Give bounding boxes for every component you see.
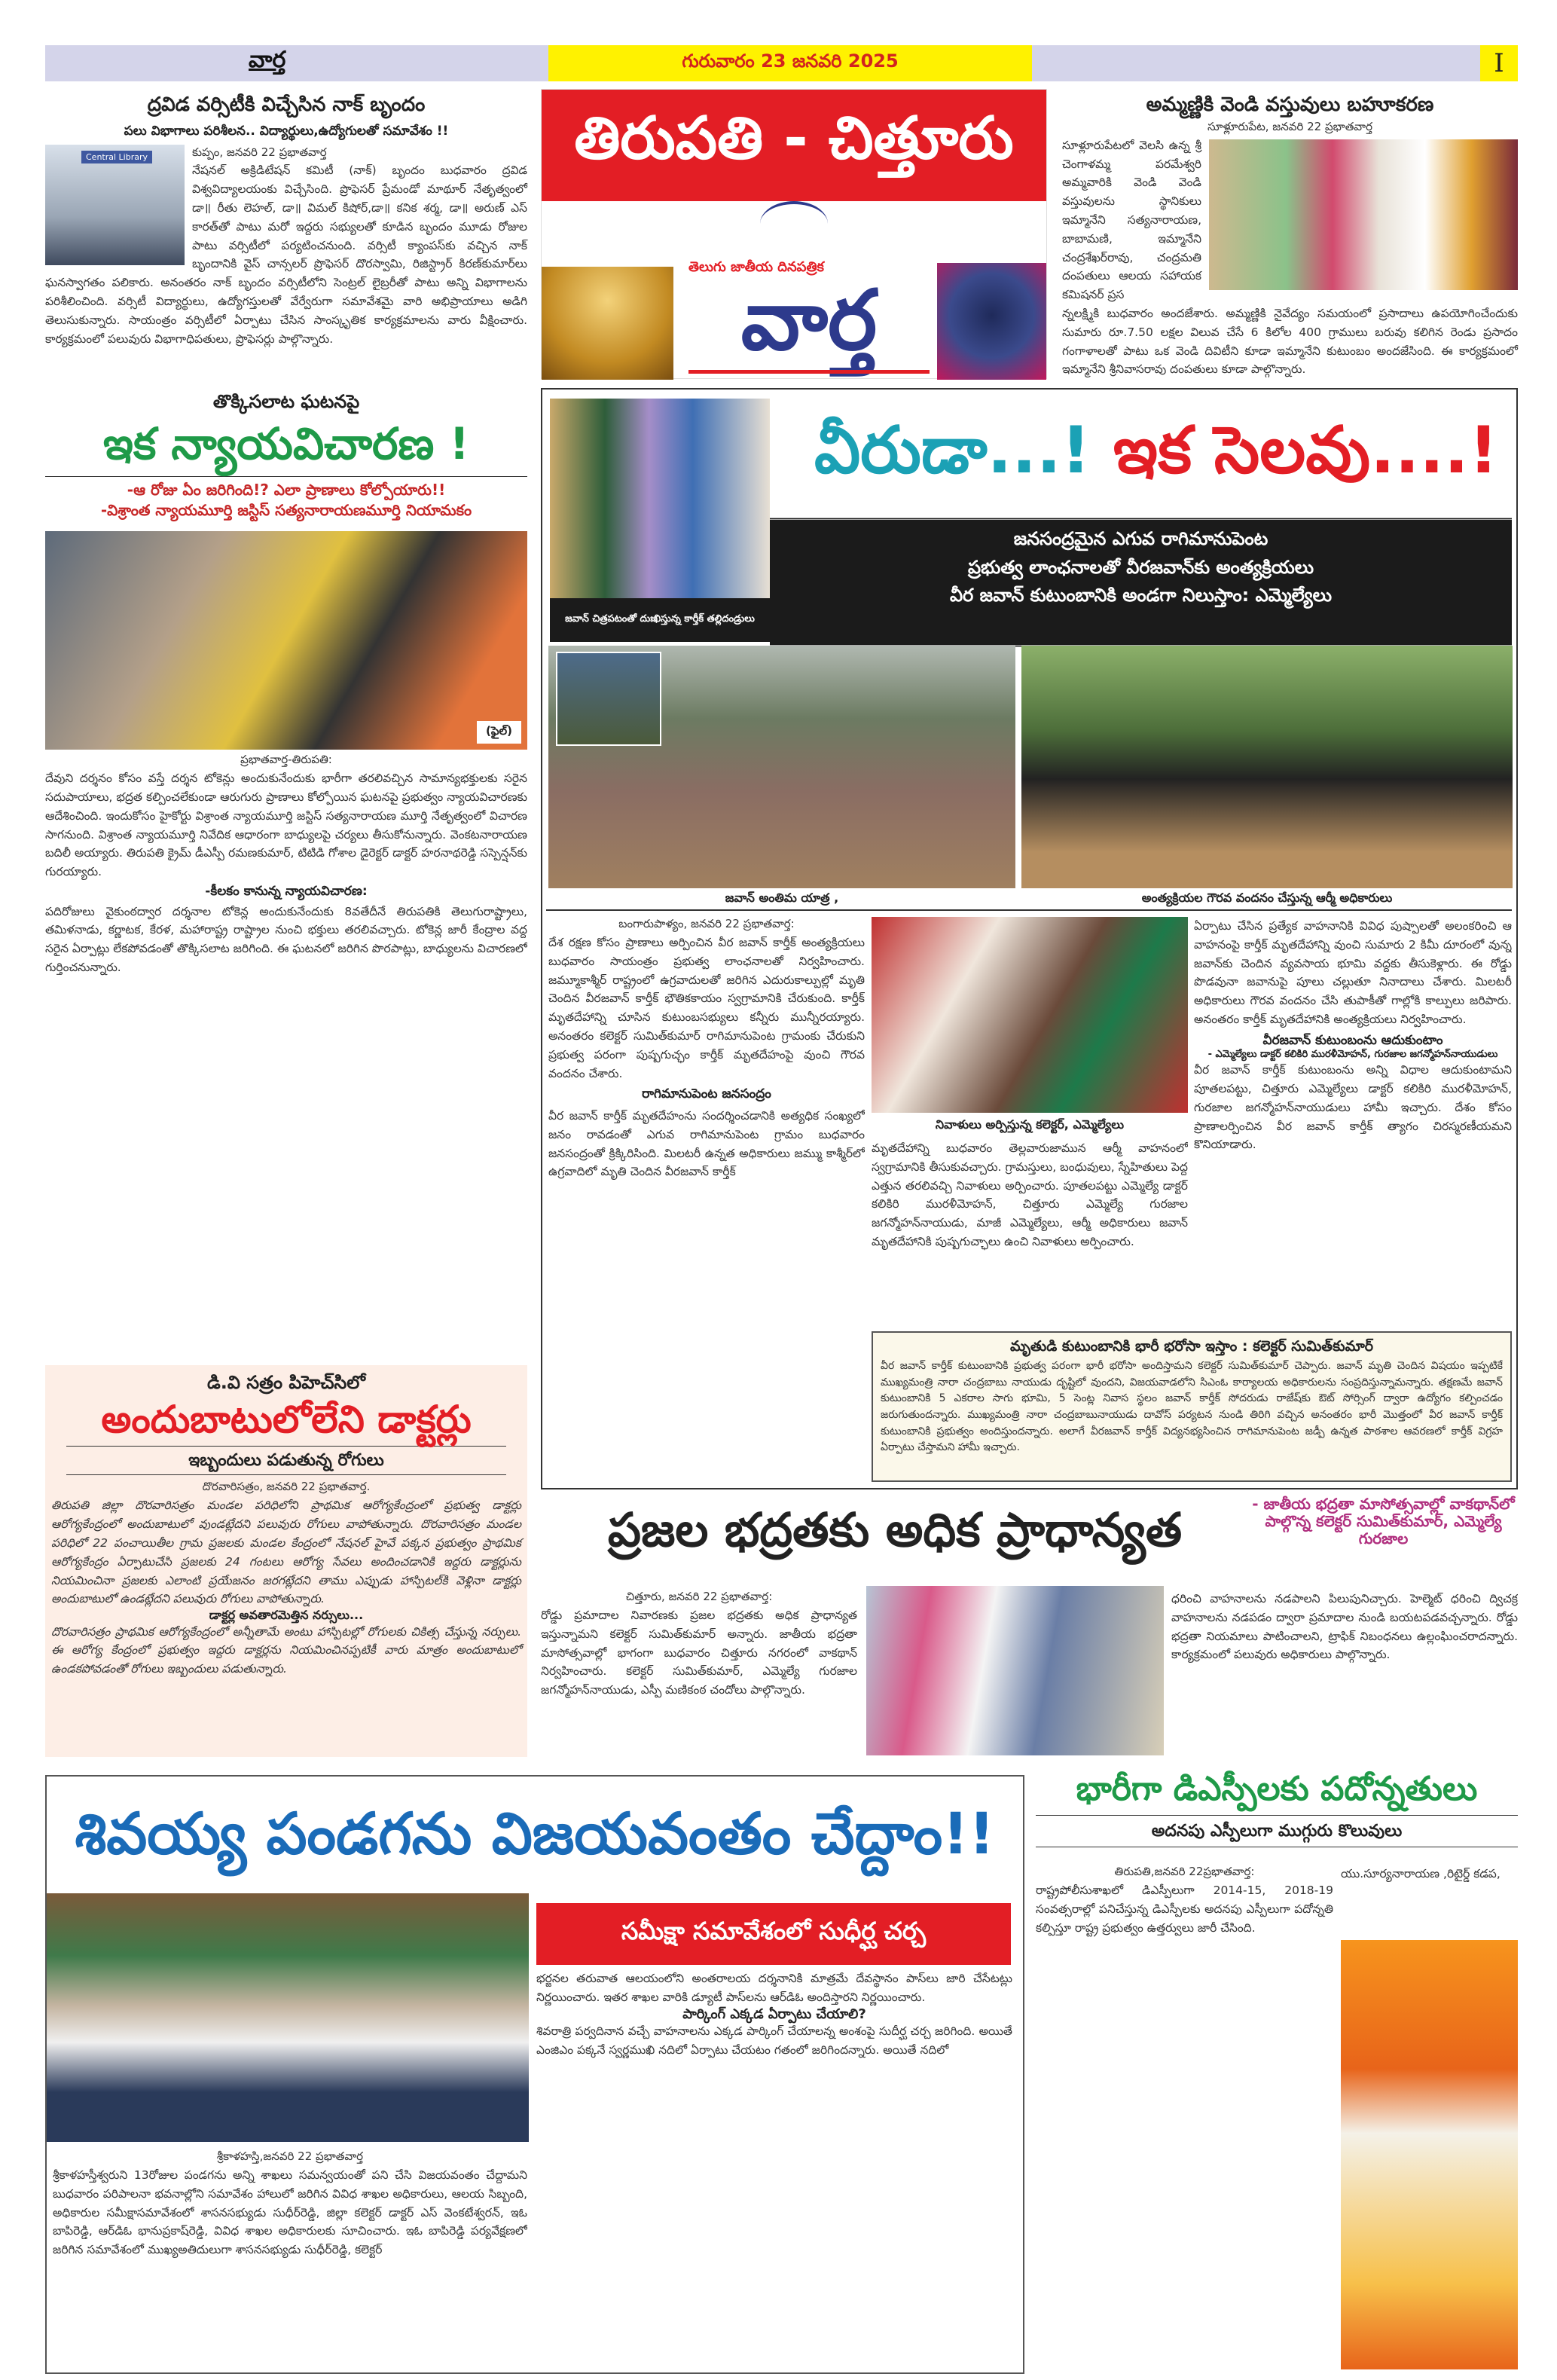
deck-line-3: వీర జవాన్ కుటుంబానికి అండగా నిలుస్తాం: ఎమ్మెల్యేలు bbox=[949, 585, 1332, 606]
salute-caption: అంత్యక్రియల గౌరవ వందనం చేస్తున్న ఆర్మీ అధికారులు bbox=[1141, 891, 1393, 905]
article-body: రోడ్డు ప్రమాదాల నివారణకు ప్రజల భద్రతకు అధిక ప్రాధాన్యత ఇస్తున్నామని కలెక్టర్ సుమిత్‌కుమార్ అన్నారు. జాతీయ భద్రతా మాసోత్సవాల్లో భాగంగా బుధవారం చిత్తూరు నగరంలో వాకథాన్ నిర్వహించారు. కలెక్టర్ సుమిత్‌కుమార్, ఎమ్మెల్యే గురజాల జగన్మోహన్‌నాయుడు, ఎస్పీ మణికంఠ చందోలు పాల్గొన్నారు. bbox=[541, 1609, 857, 1697]
jawan-portrait-inset bbox=[556, 652, 661, 746]
safety-col-1 bbox=[541, 1590, 857, 1755]
article-body-2: ధరించి వాహనాలను నడపాలని పిలుపునిచ్చారు. హెల్మెట్ ధరించి ద్విచక్ర వాహనాలను నడపడం ద్వారా ప్రమాదాల నుండి బయటపడవచ్చన్నారు. రోడ్డు భద్రతా నియమాలు పాటించాలని, ట్రాఫిక్ నిబంధనలు ఉల్లంఘించరాదన్నారు. కార్యక్రమంలో పలువురు అధికారులు పాల్గొన్నారు. bbox=[1171, 1592, 1518, 1662]
parents-photo bbox=[550, 399, 770, 598]
headline-part-a: వీరుడా...! bbox=[814, 413, 1091, 488]
article-body: నేషనల్ అక్రిడిటేషన్ కమిటీ (నాక్) బృందం బుధవారం ద్రవిడ విశ్వవిద్యాలయంకు విచ్చేసింది. ప్రొఫెసర్ ప్రేమండో మాథూర్ నేతృత్వంలో డా॥ రీతు లెహల్, డా॥ విమల్ కిషోర్,డా॥ కనిక శర్మ, డా॥ అరుణ్ ఎస్ కారత్‌తో పాటు మరో ఇద్దరు సభ్యులతో కూడిన బృందం మూడు రోజుల పాటు వర్సిటీలో పర్యటించనుంది. వర్సిటీ క్యాంపస్‌కు వచ్చిన నాక్ బృందానికి వైస్ చాన్సలర్ ప్రొఫెసర్ దొరస్వామి, రిజిస్ట్రార్ కిరణ్‌కుమార్‌లు ఘనస్వాగతం పలికారు. అనంతరం నాక్ బృందం వర్సిటీలోని సెంట్రల్ లైబ్రరీతో పాటు అన్ని విభాగాలను పరిశీలించింది. వర్సిటీ విద్యార్థులు, ఉద్యోగస్తులతో వేర్వేరుగా సమావేశమై వారి అభిప్రాయాలు అడిగి తెలుసుకున్నారు. సాయంత్రం వర్సిటీలో ఏర్పాటు చేసిన సాంస్కృతిక కార్యక్రమాలను వారు వీక్షించారు. కార్యక్రమంలో పలువురు విభాగాధిపతులు, ప్రొఫెసర్లు పాల్గొన్నారు. bbox=[45, 163, 527, 346]
article-body: రాష్ట్రపోలీసుశాఖలో డిఎస్పీలుగా 2014-15, 2018-19 సంవత్సరాల్లో పనిచేస్తున్న డిఎస్పీలకు అదనపు ఎస్పీలుగా పదోన్నతి కల్పిస్తూ రాష్ట్ర ప్రభుత్వం ఉత్తర్వులు జారీ చేసింది. bbox=[1036, 1884, 1333, 1935]
subhead: -కీలకం కానున్న న్యాయవిచారణ: bbox=[205, 884, 368, 900]
article-body-2: పదిరోజులు వైకుంఠద్వార దర్శనాల టోకెన్ల అందుకునేందుకు 8వతేదీనే తిరుపతికి తెలుగురాష్ట్రాలు, తమిళనాడు, కర్ణాటక, కేరళ, మహారాష్ట్ర రాష్ట్రాల నుంచి భక్తులు తరలివచ్చారు. టోకెన్ల జారీ కేంద్రాల వద్ద సరైన ఏర్పాట్లు లేకపోవడంతో తొక్కిసలాట జరిగింది. ఈ ఘటనలో జరిగిన పొరపాట్లు, బాధ్యులను విచారణలో గుర్తించనున్నారు. bbox=[45, 904, 527, 974]
temple-image bbox=[542, 267, 673, 380]
article-body: దేవుని దర్శనం కోసం వస్తే దర్శన టోకెన్లు అందుకునేందుకు భారీగా తరలివచ్చిన సామాన్యభక్తులకు సరైన సదుపాయాలు, భద్రత కల్పించలేకుండా ఆరుగురు ప్రాణాలు కోల్పోయిన ఘటనపై ప్రభుత్వం న్యాయవిచారణకు ఆదేశించింది. ఇందుకోసం హైకోర్టు విశ్రాంత న్యాయమూర్తి జస్టిస్ సత్యనారాయణ మూర్తి నేతృత్వంలో విచారణ సాగనుంది. విశ్రాంత న్యాయమూర్తి నివేదిక ఆధారంగా బాధ్యులపై చర్యలు తీసుకోనున్నారు. వెంకటనారాయణ బదిలీ అయ్యారు. తిరుపతి క్రైమ్ డీఎస్పీ రమణకుమార్, టిటిడి గోశాల డైరెక్టర్ డాక్టర్ హరనాథరెడ్డి సస్పెన్షన్‌కు గురయ్యారు. bbox=[45, 771, 527, 879]
subheadline: అదనపు ఎస్పీలుగా ముగ్గురు కొలువులు bbox=[1151, 1821, 1403, 1841]
library-photo bbox=[45, 145, 185, 265]
dsp-col-1 bbox=[1036, 1865, 1333, 1937]
column-3-body-2: వీర జవాన్ కార్తీక్ కుటుంబంను అన్ని విధాల ఆదుకుంటామని పూతలపట్టు, చిత్తూరు ఎమ్మెల్యేలు డాక్టర్ కలికిరి మురళీమోహన్, గురజాల జగన్మోహన్‌నాయుడులు హామీ ఇచ్చారు. దేశం కోసం ప్రాణాలర్పించిన వీర జవాన్ కార్తీక్ త్యాగం చిరస్మరణీయమని కొనియాడారు. bbox=[1194, 1063, 1512, 1152]
article-body-right-2: శివరాత్రి పర్వదినాన వచ్చే వాహనాలను ఎక్కడ పార్కింగ్ చేయాలన్న అంశంపై సుదీర్ఘ చర్చ జరిగింది. అయితే ఎంజిఎం పక్కనే స్వర్ణముఖి నదిలో ఏర్పాటు చేయటం గతంలో జరిగిందన్నారు. అయితే నదిలో bbox=[536, 2024, 1012, 2058]
subhead: డాక్టర్ల అవతారమెత్తిన నర్సులు... bbox=[209, 1608, 364, 1623]
divider bbox=[1036, 1815, 1518, 1816]
subheadline: పలు విభాగాలు పరిశీలన.. విద్యార్థులు,ఉద్యోగులతో సమావేశం !! bbox=[124, 123, 449, 139]
article-body-right: భర్జనల తరువాత ఆలయంలోని అంతరాలయ దర్శనానికి మాత్రమే దేవస్థానం పాస్‌లు జారి చేసేటట్లు నిర్ణయించారు. ఇతర శాఖల వారికి డ్యూటీ పాస్‌లను ఆర్‌డిఓ అందిస్తారని నిర్ణయించారు. bbox=[536, 1972, 1012, 2004]
box-title: మృతుడి కుటుంబానికి భారీ భరోసా ఇస్తాం : కలెక్టర్ సుమిత్‌కుమార్ bbox=[1009, 1338, 1374, 1355]
issue-date: గురువారం 23 జనవరి 2025 bbox=[548, 45, 1032, 81]
masthead-tagline: తెలుగు జాతీయ దినపత్రిక bbox=[688, 259, 824, 275]
subheadline: ఇబ్బందులు పడుతున్న రోగులు bbox=[188, 1451, 384, 1471]
logo-underline bbox=[688, 370, 930, 374]
collector-box bbox=[872, 1331, 1512, 1482]
headline: ఇక న్యాయవిచారణ ! bbox=[102, 417, 469, 469]
subhead: రాగిమానుపెంట జనసంద్రం bbox=[642, 1086, 771, 1102]
subhead-2: - ఎమ్మెల్యేలు డాక్టర్ కలికిరి మురళీమోహన్, గురజాల జగన్మోహన్‌నాయుడులు bbox=[1207, 1049, 1498, 1061]
box-body: వీర జవాన్ కార్తీక్ కుటుంబానికి ప్రభుత్వ పరంగా భారీ భరోసా అందిస్తామని కలెక్టర్ సుమిత్‌కుమార్ చెప్పారు. జవాన్ మృతి చెందిన విషయం ఇప్పటికే ముఖ్యమంత్రి నారా చంద్రబాబు నాయుడు దృష్టిలో వుందని, విజయవాడలోని సిఎంఓ కార్యాలయ అధికారులను సంప్రదిస్తున్నామన్నారు. తక్షణమే జవాన్ కుటుంబానికి 5 ఎకరాల సాగు భూమి, 5 సెంట్ల నివాస స్థలం జవాన్ కార్తీక్ సోదరుడు రాజేష్‌కు ఔట్ సోర్సింగ్ ద్వారా ఉద్యోగం కల్పించడం జరుగుతుందన్నారు. ముఖ్యమంత్రి నారా చంద్రబాబునాయుడు దావోస్ పర్యటన నుండి తిరిగి వచ్చిన అనంతరం భారీ మొత్తంలో వీర జవాన్ కార్తీక్ కుటుంబానికి ప్రభుత్వం అందిస్తుందన్నారు. అలాగే వీరజవాన్ కార్తీక్ విద్యనభ్యసించిన రాగిమానుపెంట జడ్పీ ఉన్నత పాఠశాల ఆవరణలో కార్తీక్ విగ్రహ ఏర్పాటు చేస్తామని హామీ ఇచ్చారు. bbox=[881, 1359, 1503, 1454]
divider bbox=[546, 909, 1512, 911]
divider bbox=[66, 1474, 506, 1475]
column-3-body: ఏర్పాటు చేసిన ప్రత్యేక వాహనానికి వివిధ పుష్పాలతో అలంకరించి ఆ వాహనంపై కార్తీక్ మృతదేహాన్ని వుంచి సుమారు 2 కిమీ దూరంలో వున్న జవాన్‌కు చెందిన వ్యవసాయ భూమి వద్దకు తీసుకెళ్లారు. ఈ రోడ్డు పొడవునా జవానుపై పూలు చల్లుతూ నినాదాలు చేశారు. మిలటరీ అధికారులు గౌరవ వందనం చేసి తుపాకీతో గాల్లోకి కాల్పులు జరిపారు. అనంతరం కార్తీక్ మృతదేహానికి అంత్యక్రియలు నిర్వహించారు. bbox=[1194, 919, 1512, 1026]
page-number: I bbox=[1480, 45, 1518, 81]
meeting-photo bbox=[47, 1893, 529, 2142]
red-title: సమీక్షా సమావేశంలో సుధీర్ఘ చర్చ bbox=[621, 1917, 927, 1945]
header-logo: వార్త bbox=[249, 47, 286, 73]
headline: అందుబాటులోలేని డాక్టర్లు bbox=[101, 1397, 472, 1441]
headline-part-b: ఇక సెలవు....! bbox=[1113, 413, 1498, 488]
naac-article bbox=[45, 94, 527, 348]
headline: ద్రవిడ వర్సిటీకి విచ్చేసిన నాక్ బృందం bbox=[147, 93, 426, 116]
photo-tag: (ఫైల్) bbox=[477, 721, 521, 744]
article-body: శ్రీకాళహస్తీశ్వరుని 13రోజుల పండగను అన్ని శాఖలు సమన్వయంతో పని చేసి విజయవంతం చేద్దామని బుధవారం పరిపాలనా భవనాల్లోని సమావేశం హాలులో జరిగిన వివిధ శాఖల అధికారులు, ఆలయ సిబ్బంది, అధికారుల సమీక్షాసమావేశంలో శాసనసభ్యుడు సుధీర్‌రెడ్డి, జిల్లా కలెక్టర్ డాక్టర్ ఎస్ వెంకటేశ్వరన్, ఇఓ బాపిరెడ్డి, ఆర్‌డిఓ భానుప్రకాష్‌రెడ్డి, వివిధ శాఖల అధికారులకు సూచించారు. ఇఓ బాపిరెడ్డి పర్యవేక్షణలో జరిగిన సమావేశంలో ముఖ్యఅతిదులుగా శాసనసభ్యుడు సుధీర్‌రెడ్డి, కలెక్టర్ bbox=[53, 2168, 527, 2257]
dateline: సూళ్లూరుపేట, జనవరి 22 ప్రభాతవార్త bbox=[1207, 119, 1373, 133]
dateline: దొరవారిసత్రం, జనవరి 22 ప్రభాతవార్త. bbox=[202, 1480, 371, 1494]
divider bbox=[45, 476, 527, 477]
subhead: పార్కింగ్ ఎక్కడ ఏర్పాటు చేయాలి? bbox=[682, 2006, 866, 2022]
safety-article bbox=[541, 1496, 1518, 1759]
column-3 bbox=[1194, 917, 1512, 1324]
article-body-side: సూళ్లూరుపేటలో వెలసి ఉన్న శ్రీ చెంగాళమ్మ పరమేశ్వరి అమ్మవారికి వెండి వెండి వస్తువులను స్థానికులు ఇమ్మానేని సత్యనారాయణ, బాబామణి, ఇమ్మానేని చంద్రశేఖర్‌రావు, చంద్రమతి దంపతులు ఆలయ సహాయక కమిషనర్ ప్రస bbox=[1062, 138, 1201, 302]
subheadline-1: -ఆ రోజు ఏం జరిగింది!? ఎలా ప్రాణాలు కోల్పోయారు!! bbox=[127, 481, 446, 500]
region-banner: తిరుపతి - చిత్తూరు bbox=[542, 90, 1046, 201]
deck-box bbox=[770, 518, 1512, 647]
deck-line-2: ప్రభుత్వ లాంఛనాలతో వీరజవాన్‌కు అంత్యక్రియలు bbox=[967, 556, 1314, 578]
column-2 bbox=[872, 917, 1188, 1324]
advertisement-poster bbox=[1341, 1940, 1518, 2369]
dove-icon bbox=[760, 201, 828, 246]
divider bbox=[66, 1446, 506, 1447]
headline: భారీగా డిఎస్పీలకు పదోన్నతులు bbox=[1076, 1770, 1478, 1808]
dateline: కుప్పం, జనవరి 22 ప్రభాతవార్త bbox=[192, 145, 327, 160]
procession-photo bbox=[548, 646, 1015, 888]
column-1-body-2: వీర జవాన్ కార్తీక్ మృతదేహంను సందర్శించడానికి అత్యధిక సంఖ్యలో జనం రావడంతో ఎగువ రాగిమానుపెంట గ్రామం బుధవారం జనసంద్రంతో క్రిక్కిరిసింది. మిలటరీ ఉన్నత అధికారులు జమ్ము కాశ్మీర్‌లో ఉగ్రవాదిలో మృతి చెందిన వీరజవాన్ కార్తీక్ bbox=[548, 1108, 865, 1179]
headline: అమ్మణ్ణికి వెండి వస్తువులు బహూకరణ bbox=[1146, 93, 1434, 116]
masthead bbox=[541, 89, 1047, 379]
article-body-2: యు.సూర్యనారాయణ ,రిటైర్డ్ కడప, bbox=[1341, 1867, 1501, 1880]
article-body: తిరుపతి జిల్లా దొరవారిసత్రం మండల పరిధిలోని ప్రాథమిక ఆరోగ్యకేంద్రంలో ప్రభుత్వ డాక్టర్లు ఆరోగ్యకేంద్రంలో అందుబాటులో వుండట్లేదని పలువురు రోగులు వాపోతున్నారు. దొరవారిసత్రం మండల పరిధిలో 22 పంచాయితీల గ్రామ ప్రజలకు మండల కేంద్రంలో నేషనల్ హైవే పక్కన ప్రభుత్వం ప్రాథమిక ఆరోగ్యకేంద్రం ఏర్పాటుచేసి ప్రజలకు 24 గంటలు ఆరోగ్య సేవలు అందించడానికి ఇద్దరు డాక్టర్లును నియమించినా ప్రజలకు ఎలాంటి ప్రయేజనం జరగట్లేదని తాము ఎప్పుడు హాస్పిటల్‌కి వెళ్లినా డాక్టర్లు అందుబాటులో ఉండట్లేదని పలువురు రోగులు వాపోతున్నారు. bbox=[51, 1499, 521, 1606]
headline: ప్రజల భద్రతకు అధిక ప్రాధాన్యత bbox=[607, 1502, 1183, 1557]
column-1-body: దేశ రక్షణ కోసం ప్రాణాలు అర్పించిన వీర జవాన్ కార్తీక్ అంత్యక్రియలు బుధవారం సాయంత్రం ప్రభుత్వ లాంఛనాలతో నిర్వహించారు. జమ్మూకాశ్మీర్ రాష్ట్రంలో ఉగ్రవాదులతో జరిగిన ఎదురుకాల్పుల్లో మృతి చెందిన వీరజవాన్ కార్తీక్ భౌతికకాయం స్వగ్రామానికి చేరుకుంది. కార్తీక్ మృతదేహాన్ని చూసిన కుటుంబసభ్యులు కన్నీరు మున్నీరయ్యారు. అనంతరం కలెక్టర్ సుమిత్‌కుమార్ రాగిమానుపెంట గ్రామంకు చేరుకుని ప్రభుత్వ పరంగా పుష్పగుచ్ఛం కార్తీక్ మృతదేహంపై వుంచి గౌరవ వందనం చేశారు. bbox=[548, 936, 865, 1080]
festival-left-col bbox=[53, 2149, 527, 2372]
walkathon-photo bbox=[866, 1586, 1164, 1755]
article-body-2: దొరవారిసత్రం ప్రాథమిక ఆరోగ్యకేంద్రంలో అన్నీతామే అంటు హాస్పిటల్లో రోగులకు చికిత్స చేస్తున్న నర్సులు. ఈ ఆరోగ్య కేంద్రంలో ప్రభుత్వం ఇద్దరు డాక్టర్లను నియమించినప్పటికీ వారు మాత్రం అందుబాటులో ఉండకపోవడంతో రోగులు ఇబ్బందులు పడుతున్నారు. bbox=[51, 1624, 521, 1676]
headline bbox=[798, 412, 1514, 490]
photo-sign: Central Library bbox=[81, 151, 152, 163]
jawan-feature bbox=[541, 388, 1518, 1489]
stampede-photo bbox=[45, 531, 527, 750]
tribute-photo bbox=[872, 917, 1188, 1113]
dateline: బంగారుపాళ్యం, జనవరి 22 ప్రభాతవార్త: bbox=[618, 917, 795, 930]
subhead: వీరజవాన్ కుటుంబంను ఆదుకుంటాం bbox=[1262, 1032, 1443, 1048]
army-salute-photo bbox=[1021, 646, 1513, 888]
headline: శివయ్య పండగను విజయవంతం చేద్దాం!! bbox=[75, 1800, 995, 1867]
donation-photo bbox=[1209, 139, 1518, 290]
subheadline-2: -విశ్రాంత న్యాయమూర్తి జస్టిస్ సత్యనారాయణమూర్తి నియామకం bbox=[100, 501, 472, 520]
dateline: చిత్తూరు, జనవరి 22 ప్రభాతవార్త: bbox=[625, 1590, 773, 1603]
article-body: న్నలక్ష్మికి బుధవారం అందజేశారు. అమ్మణ్ణికి నైవేద్యం సమయంలో ప్రసాదాలు ఉపయోగించేందుకు సుమారు రూ.7.50 లక్షల విలువ చేసే 6 కిలోల 400 గ్రాములు బరువు కలిగిన రెండు ప్రసాదం గంగాళాలతో పాటు ఒక వెండి దివిటీని కూడా ఇమ్మానేని కుటుంబం అందజేసింది. ఈ కార్యక్రమంలో ఇమ్మానేని శ్రీనివాసరావు దంపతులు కూడా పాల్గొన్నారు. bbox=[1062, 307, 1518, 377]
side-deck: - జాతీయ భద్రతా మాసోత్సవాల్లో వాకథాన్‌లో పాల్గొన్న కలెక్టర్ సుమిత్‌కుమార్, ఎమ్మెల్యే గురజాల bbox=[1252, 1495, 1515, 1547]
festival-right-col bbox=[536, 1969, 1012, 2369]
masthead-logo: వార్త bbox=[740, 272, 878, 368]
kicker: డి.వి సత్రం పిహెచ్‌సిలో bbox=[207, 1372, 365, 1393]
deck-line-1: జనసంద్రమైన ఎగువ రాగిమానుపెంట bbox=[1013, 528, 1268, 549]
tribute-caption: నివాళులు అర్పిస్తున్న కలెక్టర్, ఎమ్మెల్యేలు bbox=[935, 1117, 1125, 1132]
procession-caption: జవాన్ అంతిమ యాత్ర , bbox=[725, 891, 839, 905]
column-1 bbox=[548, 917, 865, 1482]
dsp-article bbox=[1036, 1770, 1518, 2373]
dateline: ప్రభాతవార్త-తిరుపతి: bbox=[240, 753, 332, 767]
parents-caption: జవాన్ చిత్రపటంతో దుఃఖిస్తున్న కార్తీక్ తల్లిదండ్రులు bbox=[550, 598, 770, 642]
red-title-box bbox=[536, 1903, 1011, 1965]
dateline: శ్రీకాళహస్తి,జనవరి 22 ప్రభాతవార్త bbox=[216, 2149, 364, 2163]
dsp-col-2 bbox=[1341, 1865, 1518, 1884]
doctors-article bbox=[45, 1365, 527, 1757]
silver-article bbox=[1062, 94, 1518, 379]
stampede-article bbox=[45, 392, 527, 1349]
kicker: తొక్కిసలాట ఘటనపై bbox=[212, 392, 360, 412]
deity-image bbox=[937, 263, 1046, 380]
dateline: తిరుపతి,జనవరి 22ప్రభాతవార్త: bbox=[1114, 1865, 1255, 1878]
festival-article bbox=[45, 1775, 1024, 2374]
column-2-body: మృతదేహాన్ని బుధవారం తెల్లవారుజామున ఆర్మీ వాహనంలో స్వగ్రామానికి తీసుకువచ్చారు. గ్రామస్తులు, బంధువులు, స్నేహితులు పెద్ద ఎత్తున తరలివచ్చి నివాళులు అర్పించారు. పూతలపట్టు ఎమ్మెల్యే డాక్టర్ కలికిరి మురళీమోహన్, చిత్తూరు ఎమ్మెల్యే గురజాల జగన్మోహన్‌నాయుడు, మాజీ ఎమ్మెల్యేలు, ఆర్మీ అధికారులు జవాన్ మృతదేహానికి పుష్పగుచ్ఛాలు ఉంచి నివాళులు అర్పించారు. bbox=[872, 1141, 1188, 1248]
